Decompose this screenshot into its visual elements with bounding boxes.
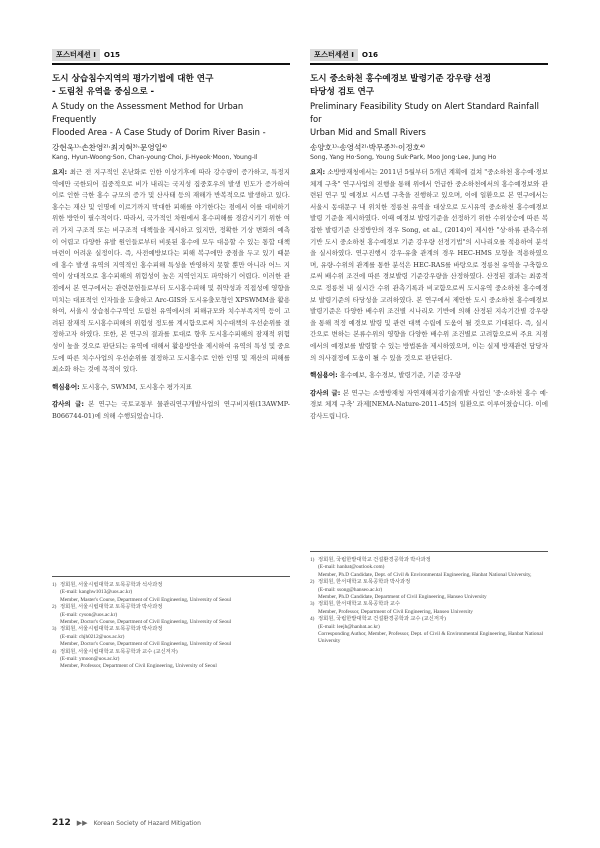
double-arrow-icon: ▶▶	[76, 819, 88, 827]
footnote-line: Corresponding Author, Member, Professor, Dept. of Civil & Environmental Engineering, Hanbat National University	[318, 631, 544, 645]
footnote-line: Member, Professor, Department of Civil Engineering, University of Seoul	[60, 663, 217, 670]
footnote-num: 4)	[310, 616, 315, 623]
footnote-line: 정회원, 국립한밭대학교 건설환경공학과 교수 (교신저자)	[318, 616, 446, 623]
footnote-line: (E-mail: hanbat@outlook.com)	[318, 564, 385, 571]
footnote	[52, 582, 290, 604]
footnote	[310, 601, 548, 616]
footnote	[52, 604, 290, 626]
footnote-num: 2)	[52, 604, 57, 611]
abstract-text: 최근 전 지구적인 온난화로 인한 이상기후에 따라 강수량이 증가하고, 특정지역에만 국한되어 집중적으로 비가 내리는 국지성 집중호우의 발생 빈도가 증가하여 이로 인한 극한 홍수 규모의 증가 및 산사태 등의 재해가 반복적으로 발생하고 있다. 홍수는 재산 및 인명에 이르기까지 막대한 피해를 야기한다는 점에서 이를 대비하기 위한 방안이 필수적이다. 따라서, 국가적인 차원에서 홍수피해를 경감시키기 위한 여러 가지 구조적 또는 비구조적 대책들을 제시하고 있지만, 정확한 기상 변화의 예측이 어렵고 다양한 유발 원인들로부터 비롯된 홍수에 모두 대응할 수 있는 통합 대책 마련이 어려운 실정이다. 즉, 사전예방보다는 피해 복구에만 중점을 두고 있기 때문에 홍수 발생 유역의 지역적인 홍수피해 특성을 반영하지 못할 뿐만 아니라 어느 지역이 상대적으로 홍수피해의 위험성이 높은 지역인지도 파악하기 어렵다. 이러한 관점에서 본 연구에서는 관련문헌들로부터 도시홍수피해 및 취약성과 직접성에 영향을 미치는 대표적인 인자들을 도출하고 Arc-GIS와 도시유출모형인 XPSWMM을 활용하여, 서울시 상습침수구역인 도림천 유역에서의 피해규모와 치수부족지역 등이 고려된 잠재적 도시홍수피해의 위험성 정도를 계시함으로써 치수대책의 우선순위를 결정하고자 하였다. 또한, 본 연구의 결과를 토대로 향후 도시홍수피해의 잠재적 위험성이 높을 것으로 판단되는 유역에 대해서 활용방안을 제시하여 유역의 특성 및 중요도에 따른 치수사업의 우선순위를 결정하고 도시홍수로 인한 인명 및 재산의 피해를 최소화 하는 것에 목적이 있다.	[52, 168, 290, 374]
article-title-en	[310, 100, 548, 139]
footnote	[310, 616, 548, 646]
authors-en: Kang, Hyun-Woong·Son, Chan-young·Choi, Ji-Hyeok·Moon, Young-Il	[52, 154, 258, 161]
abstract	[52, 167, 290, 376]
footnote-line: Member, Ph.D Candidate, Dept. of Civil & Environmental Engineering, Hanbat National University,	[318, 571, 532, 578]
authors-en: Song, Yang Ho·Song, Young Suk·Park, Moo Jong·Lee, Jung Ho	[310, 154, 497, 161]
footnote-line: (E-mail: ssong@hanseo.ac.kr)	[318, 586, 383, 593]
page-footer	[52, 818, 201, 828]
title-en-line: Urban Mid and Small Rivers	[310, 127, 426, 137]
footnote	[52, 649, 290, 671]
session-tag	[52, 48, 290, 65]
title-en-line: A Study on the Assessment Method for Urban Frequently	[52, 101, 244, 124]
ack-label: 감사의 글:	[52, 400, 85, 409]
keywords-text: 도시홍수, SWMM, 도시홍수 평가지표	[79, 382, 192, 391]
footnote-line: 정회원, 국립한밭대학교 건설환경공학과 박사과정	[318, 557, 431, 563]
footnote-num: 2)	[310, 579, 315, 586]
footnotes-left	[52, 576, 290, 671]
article-title-ko	[52, 73, 290, 99]
session-badge: 포스터세션 I	[52, 49, 100, 61]
footnote-line: (E-mail: chjh0212@uos.ac.kr)	[60, 633, 125, 640]
footnote-line: 정회원, 서울시립대학교 토목공학과 교수 (교신저자)	[60, 648, 178, 655]
acknowledgement	[52, 399, 290, 422]
footnote-line: 정회원, 한서대학교 토목공학과 박사과정	[318, 579, 411, 586]
page-number: 212	[52, 818, 71, 828]
keywords	[52, 382, 290, 394]
footnote-num: 4)	[52, 648, 57, 655]
ack-text: 본 연구는 국토교통부 물관리연구개발사업의 연구비지원(13AWMP-B066744-01)에 의해 수행되었습니다.	[52, 400, 290, 420]
footnote-line: Member, Master's Course, Department of Civil Engineering, University of Seoul	[60, 596, 232, 603]
ack-text: 본 연구는 소방방재청 자연재해저감기술개발 사업인 '중·소하천 홍수 예·경보 체계 구축' 과제[NEMA-Nature-2011-45]의 일환으로 이루어졌습니다. 이에 감사드립니다.	[310, 388, 548, 420]
footnote	[310, 579, 548, 601]
abstract-label: 요지:	[52, 168, 68, 176]
footnote-line: 정회원, 한서대학교 토목공학과 교수	[318, 601, 401, 608]
article-title-en	[52, 100, 290, 139]
footnote-line: Member, Professor, Department of Civil Engineering, Hanseo University	[318, 608, 473, 615]
footnote-num: 1)	[52, 582, 57, 588]
session-tag	[310, 48, 548, 65]
session-code: O16	[361, 50, 379, 59]
footnote-line: Member, Doctor's Course, Department of Civil Engineering, University of Seoul	[60, 641, 232, 648]
footnote	[310, 557, 548, 579]
footnote-line: (E-mail: ymoon@uos.ac.kr)	[60, 656, 120, 663]
footnote-line: (E-mail: kanghw1013@uos.ac.kr)	[60, 589, 133, 596]
footnote-line: 정회원, 서울시립대학교 토목공학과 석사과정	[60, 582, 163, 588]
right-article	[310, 48, 548, 422]
title-ko-line: 타당성 검토 연구	[310, 87, 375, 97]
footnote-line: (E-mail: cyson@uos.ac.kr)	[60, 611, 118, 618]
acknowledgement	[310, 388, 548, 423]
abstract-text: 소방방재청에서는 2011년 5월부터 5개년 계획에 걸쳐 "중소하천 홍수예·경보 체계 구축" 연구사업의 진행을 통해 위에서 언급한 중소하천에서의 홍수예경보와 관련된 연구 및 예경보 시스템 구축을 진행하고 있으며, 이에 일환으로 본 연구에서는 서울시 동대문구 내 위치한 정릉천 유역을 대상으로 도시유역 중소하천 홍수예경보 발령 기준을 제시하였다. 이때 예경보 발령기준을 선정하기 위한 수위상승에 따른 복잡한 발령기준 산정방안의 경우 Song, et al., (2014)이 제시한 "상·하류 관측수위 기반 도시 중소하천 홍수예경보 기준 강우량 선정기법"의 시나리오를 적용하여 분석을 실시하였다. 연구진행시 강우-유출 관계의 경우 HEC-HMS 모형을 적용하였으며, 유량-수위의 관계를 통한 분석은 HEC-RAS를 바탕으로 정릉천 유역을 구축함으로써 배수위 조건에 따른 경보발령 기준강우량을 산정하였다. 산정된 결과는 최종적으로 정릉천 내 실시간 수위 관측기록과 비교함으로써 도시유역 중소하천 홍수예경보 발령기준의 타당성을 고려하였다. 본 연구에서 제안한 도시 중소하천 홍수예경보 발령기준은 다양한 배수위 조건별 시나리오 기반에 의해 산정된 지속기간별 강우량을 통해 적정 예경보 발령 및 관련 대책 수립에 도움이 될 것으로 기대된다. 즉, 실시간으로 변하는 본류수위의 영향을 다양한 배수위 조건별로 고려함으로써 주요 지점에서의 예경보를 발령할 수 있는 방법론을 제시하였으며, 이는 실제 방재관련 담당자의 의사결정에 도움이 될 수 있을 것으로 판단된다.	[310, 168, 548, 362]
authors-ko: 송양호¹⁾·송영석²⁾·박무종³⁾·이정호⁴⁾	[310, 143, 425, 152]
title-ko-line: 도시 중소하천 홍수예경보 발령기준 강우량 선정	[310, 74, 491, 84]
title-ko-line: - 도림천 유역을 중심으로 -	[52, 87, 155, 97]
society-name: Korean Society of Hazard Mitigation	[93, 819, 201, 827]
footnote-line: Member, Ph.D Candidate, Department of Civil Engineering, Hanseo University	[318, 594, 487, 601]
ack-label: 감사의 글:	[310, 388, 341, 397]
authors-ko: 강현욱¹⁾·손찬영²⁾·최지혁³⁾·문영일⁴⁾	[52, 143, 167, 152]
keywords	[310, 370, 548, 382]
footnotes-right	[310, 551, 548, 646]
footnote-line: Member, Doctor's Course, Department of Civil Engineering, University of Seoul	[60, 619, 232, 626]
footnote-line: (E-mail: leejh@hanbat.ac.kr)	[318, 623, 380, 630]
footnote-num: 3)	[310, 601, 315, 608]
title-en-line: Preliminary Feasibility Study on Alert Standard Rainfall for	[310, 101, 539, 124]
title-ko-line: 도시 상습침수지역의 평가기법에 대한 연구	[52, 74, 214, 84]
keywords-text: 홍수예보, 홍수경보, 발령기준, 기준 강우량	[337, 371, 461, 380]
abstract	[310, 167, 548, 364]
footnote	[52, 626, 290, 648]
footnote-num: 1)	[310, 557, 315, 563]
article-title-ko	[310, 73, 548, 99]
title-en-line: Flooded Area - A Case Study of Dorim River Basin -	[52, 127, 266, 137]
session-badge: 포스터세션 I	[310, 49, 358, 61]
keywords-label: 핵심용어:	[52, 382, 80, 391]
footnote-num: 3)	[52, 626, 57, 633]
keywords-label: 핵심용어:	[310, 371, 338, 380]
session-code: O15	[103, 50, 121, 59]
footnote-line: 정회원, 서울시립대학교 토목공학과 박사과정	[60, 604, 163, 611]
footnote-line: 정회원, 서울시립대학교 토목공학과 박사과정	[60, 626, 163, 633]
left-article	[52, 48, 290, 422]
abstract-label: 요지:	[310, 168, 326, 176]
